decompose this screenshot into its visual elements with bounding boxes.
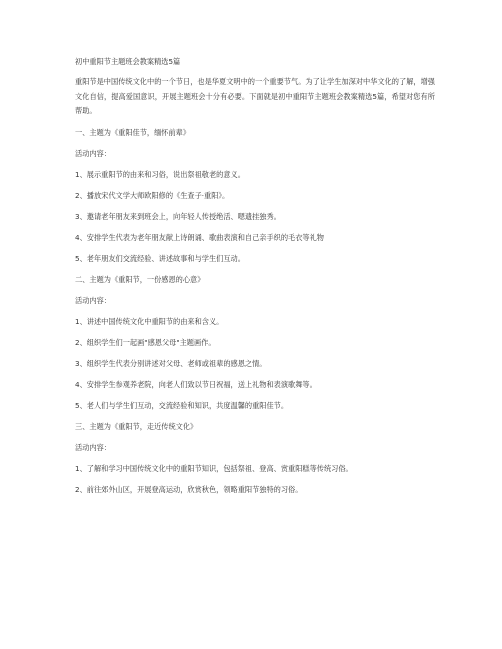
intro-paragraph: 重阳节是中国传统文化中的一个节日，也是华夏文明中的一个重要节气。为了让学生加深对中华文化的了解，增强文化自信，提高爱国意识，开展主题班会十分有必要。下面就是初中重阳节主题班会教案精选5篇，希望对您有所帮助。 — [75, 77, 435, 115]
list-item: 1、了解和学习中国传统文化中的重阳节知识，包括祭祖、登高、赏重阳糕等传统习俗。 — [75, 463, 353, 473]
section-heading: 一、主题为《重阳佳节，缅怀前辈》 — [75, 127, 191, 137]
list-item: 4、安排学生代表为老年朋友献上诗朗诵、歌曲表演和自己亲手织的毛衣等礼物 — [75, 232, 324, 242]
list-item: 1、讲述中国传统文化中重阳节的由来和含义。 — [75, 316, 224, 326]
document-title: 初中重阳节主题班会教案精选5篇 — [75, 57, 181, 66]
document-body — [75, 57, 435, 495]
list-item: 3、组织学生代表分别讲述对父母、老师或祖辈的感恩之情。 — [75, 358, 267, 368]
activity-label: 活动内容： — [75, 295, 111, 305]
list-item: 1、展示重阳节的由来和习俗，说出祭祖敬老的意义。 — [75, 169, 245, 179]
list-item: 5、老年朋友们交流经验、讲述故事和与学生们互动。 — [75, 253, 245, 263]
list-item: 5、老人们与学生们互动，交流经验和知识，共度温馨的重阳佳节。 — [75, 400, 289, 410]
list-item: 4、安排学生参观养老院，向老人们致以节日祝福，送上礼物和表演歌舞等。 — [75, 379, 317, 389]
section-heading: 三、主题为《重阳节，走近传统文化》 — [75, 421, 198, 431]
section-heading: 二、主题为《重阳节，一份感恩的心意》 — [75, 274, 205, 284]
list-item: 2、播放宋代文学大师欧阳修的《生查子·重阳》。 — [75, 190, 230, 200]
list-item: 3、邀请老年朋友来到班会上，向年轻人传授绝活、嗯遗挂独秀。 — [75, 211, 281, 221]
list-item: 2、前往郊外山区，开展登高运动，欣赏秋色，领略重阳节独特的习俗。 — [75, 484, 303, 494]
activity-label: 活动内容： — [75, 442, 111, 452]
activity-label: 活动内容： — [75, 148, 111, 158]
list-item: 2、组织学生们一起画"感恩父母"主题画作。 — [75, 337, 216, 347]
